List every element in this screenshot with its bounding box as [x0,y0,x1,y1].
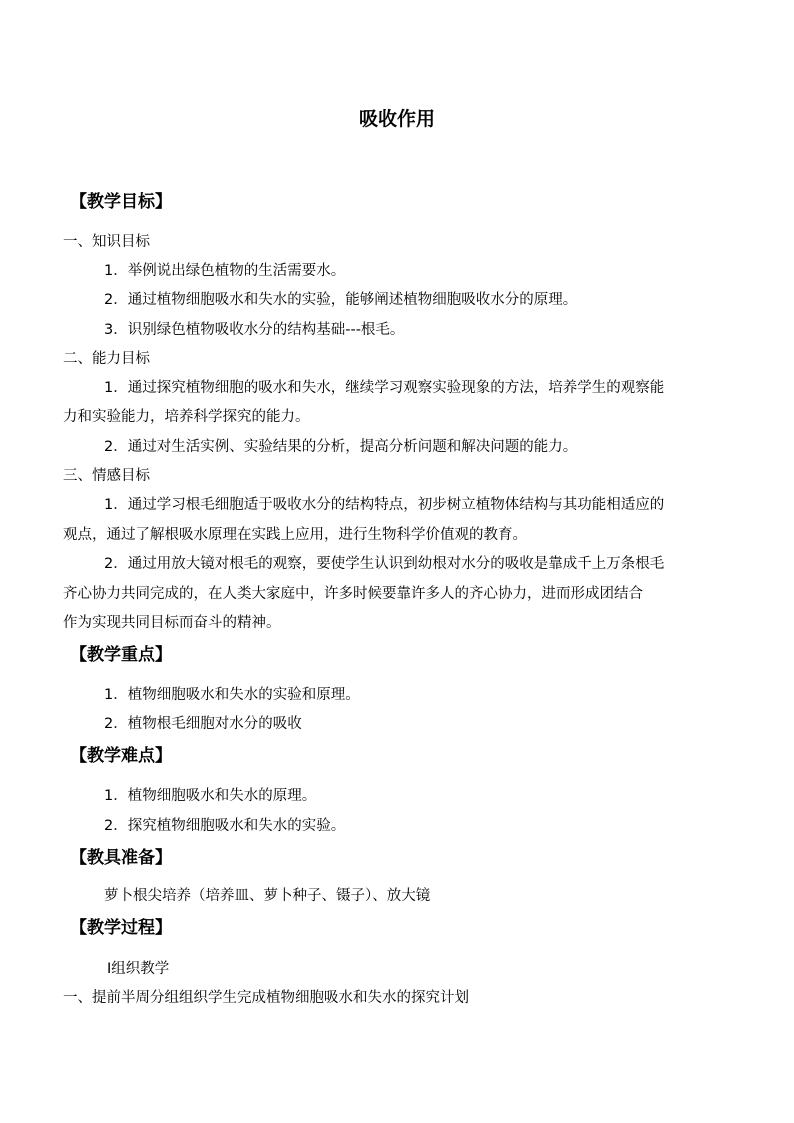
process-step-1: Ⅰ组织教学 [107,961,170,977]
difficulty-1: 1．植物细胞吸水和失水的原理。 [104,788,317,804]
materials-text: 萝卜根尖培养（培养皿、萝卜种子、镊子）、放大镜 [104,888,431,904]
emotion-item-1-line-2: 观点，通过了解根吸水原理在实践上应用，进行生物科学价值观的教育。 [63,527,527,543]
knowledge-objective-label: 一、知识目标 [63,234,150,250]
difficulties-heading: 【教学难点】 [70,746,172,766]
emotion-objective-label: 三、情感目标 [63,468,150,484]
knowledge-item-2: 2．通过植物细胞吸水和失水的实验，能够阐述植物细胞吸收水分的原理。 [104,292,578,308]
key-point-2: 2．植物根毛细胞对水分的吸收 [104,716,302,732]
emotion-item-2-line-3: 作为实现共同目标而奋斗的精神。 [63,615,281,631]
ability-item-2: 2．通过对生活实例、实验结果的分析，提高分析问题和解决问题的能力。 [104,439,578,455]
key-point-1: 1．植物细胞吸水和失水的实验和原理。 [104,687,360,703]
materials-heading: 【教具准备】 [70,848,172,868]
ability-objective-label: 二、能力目标 [63,351,150,367]
knowledge-item-1: 1．举例说出绿色植物的生活需要水。 [104,263,346,279]
ability-item-1-line-1: 1．通过探究植物细胞的吸水和失水，继续学习观察实验现象的方法，培养学生的观察能 [104,380,665,396]
ability-item-1-line-2: 力和实验能力，培养科学探究的能力。 [63,409,310,425]
emotion-item-2-line-2: 齐心协力共同完成的，在人类大家庭中，许多时候要靠许多人的齐心协力，进而形成团结合 [63,586,643,602]
objectives-heading: 【教学目标】 [70,192,172,212]
emotion-item-2-line-1: 2．通过用放大镜对根毛的观察，要使学生认识到幼根对水分的吸收是靠成千上万条根毛 [104,556,665,572]
page-title: 吸收作用 [358,108,435,130]
key-points-heading: 【教学重点】 [70,645,172,665]
emotion-item-1-line-1: 1．通过学习根毛细胞适于吸收水分的结构特点，初步树立植物体结构与其功能相适应的 [104,497,665,513]
difficulty-2: 2．探究植物细胞吸水和失水的实验。 [104,818,346,834]
process-step-2: 一、提前半周分组组织学生完成植物细胞吸水和失水的探究计划 [63,990,469,1006]
knowledge-item-3: 3．识别绿色植物吸收水分的结构基础---根毛。 [104,322,405,338]
process-heading: 【教学过程】 [70,918,172,938]
